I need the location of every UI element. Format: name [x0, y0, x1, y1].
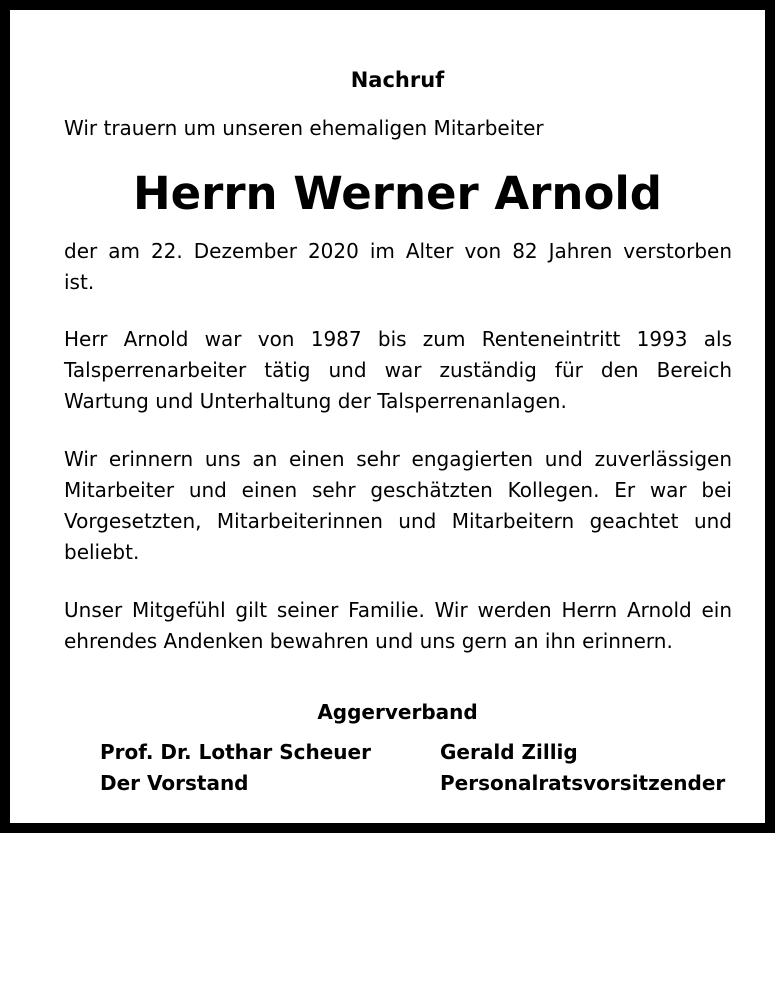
remembrance-paragraph [64, 444, 732, 568]
obituary-heading: Nachruf [350, 68, 445, 92]
organization-name: Aggerverband [317, 700, 478, 724]
intro-line: Wir trauern um unseren ehemaligen Mitarbeiter [64, 116, 544, 140]
death-date-paragraph [64, 236, 732, 298]
signatory-name: Gerald Zillig [440, 740, 578, 764]
deceased-name: Herrn Werner Arnold [132, 167, 663, 220]
signatory-staff-council [440, 737, 725, 799]
signatory-role: Der Vorstand [100, 771, 249, 795]
paragraph-line: Herr Arnold war von 1987 bis zum Renteneintritt 1993 als [64, 327, 732, 351]
signatory-board [100, 737, 371, 799]
paragraph-line: ist. [64, 270, 95, 294]
paragraph-line: der am 22. Dezember 2020 im Alter von 82 Jahren verstorben [64, 239, 732, 263]
paragraph-line: ehrendes Andenken bewahren und uns gern an ihn erinnern. [64, 629, 673, 653]
signatory-role: Personalratsvorsitzender [440, 771, 726, 795]
paragraph-line: Talsperrenarbeiter tätig und war zuständig für den Bereich [64, 358, 732, 382]
paragraph-line: Unser Mitgefühl gilt seiner Familie. Wir werden Herrn Arnold ein [64, 598, 732, 622]
signatory-name: Prof. Dr. Lothar Scheuer [100, 740, 371, 764]
condolence-paragraph [64, 595, 732, 657]
paragraph-line: Mitarbeiter und einen sehr geschätzten Kollegen. Er war bei [64, 478, 732, 502]
career-paragraph [64, 324, 732, 417]
paragraph-line: Wartung und Unterhaltung der Talsperrenanlagen. [64, 389, 567, 413]
paragraph-line: Wir erinnern uns an einen sehr engagierten und zuverlässigen [64, 447, 732, 471]
paragraph-line: Vorgesetzten, Mitarbeiterinnen und Mitarbeitern geachtet und [64, 509, 732, 533]
paragraph-line: beliebt. [64, 540, 140, 564]
